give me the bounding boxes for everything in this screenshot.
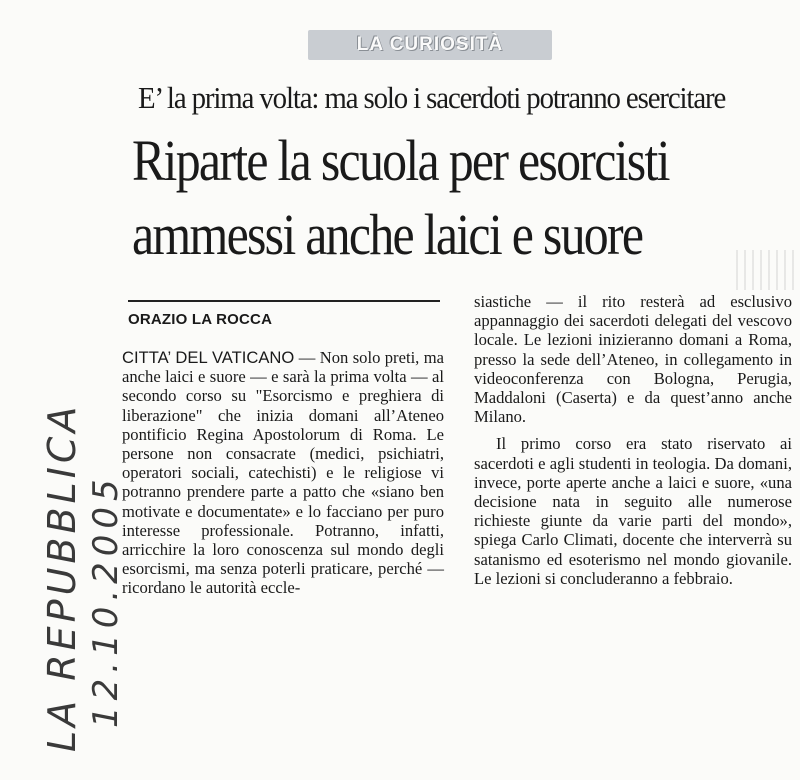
column-1-text: — Non solo preti, ma anche laici e suore — e sarà la prima volta — al secondo corso su "Esorcismo e preghiera di liberazione" che inizia domani all’Ateneo pontificio Regina Apostolorum di Roma. Le persone non consacrate (medici, psichiatri, operatori sociali, catechisti) e le religiose vi potranno prendere parte a patto che «siano ben motivate e documentate» e lo facciano per puro interesse professionale. Potranno, infatti, arricchire la loro conoscenza sul mondo degli esorcismi, ma senza poterli praticare, perché — ricordano le autorità eccle- — [122, 348, 444, 598]
print-artifact — [730, 250, 800, 290]
section-kicker — [308, 30, 552, 60]
byline-rule — [128, 300, 440, 302]
article-column-2 — [474, 292, 792, 588]
headline-line-1: Riparte la scuola per esorcisti — [132, 128, 669, 193]
article-paragraph: Il primo corso era stato riservato ai sacerdoti e agli studenti in teologia. Da domani, invece, porte aperte anche a laici e suore, «una decisione nata in seguito alle numerose richieste giunte da varie parti del mondo», spiega Carlo Climati, docente che interverrà su satanismo ed esoterismo nel mondo giovanile. Le lezioni si concluderanno a febbraio. — [474, 434, 792, 588]
headline-overline: E’ la prima volta: ma solo i sacerdoti potranno esercitare — [138, 80, 726, 115]
handwritten-date: 12.10.2005 — [86, 473, 126, 728]
kicker-label: LA CURIOSITÀ — [356, 34, 504, 55]
dateline: CITTA’ DEL VATICANO — [122, 348, 295, 367]
handwritten-source: LA REPUBBLICA — [40, 402, 84, 752]
headline-line-2: ammessi anche laici e suore — [132, 202, 643, 267]
article-paragraph — [122, 348, 444, 598]
article-paragraph: siastiche — il rito resterà ad esclusivo appannaggio dei sacerdoti delegati del vescovo locale. Le lezioni inizieranno domani a Roma, presso la sede dell’Ateneo, in collegamento in videoconferenza con Bologna, Perugia, Maddaloni (Caserta) e da quest’anno anche Milano. — [474, 292, 792, 427]
byline: ORAZIO LA ROCCA — [128, 311, 273, 328]
headline — [132, 124, 708, 272]
article-column-1 — [122, 348, 444, 598]
